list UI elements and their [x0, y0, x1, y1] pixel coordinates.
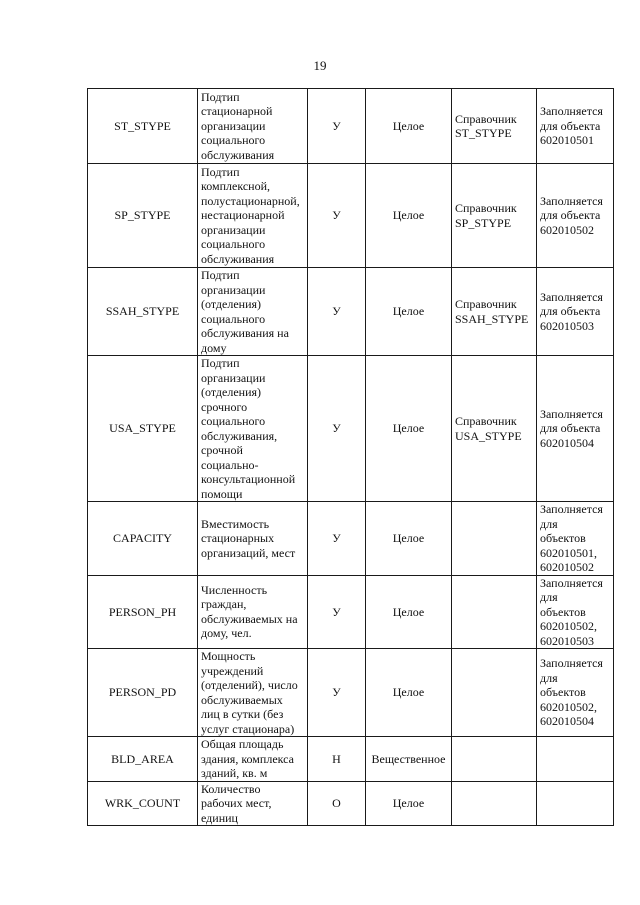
field-type: Вещественное: [366, 737, 452, 782]
field-type: Целое: [366, 781, 452, 826]
field-description: Численность граждан, обслуживаемых на дому, чел.: [198, 575, 308, 649]
field-code: PERSON_PD: [88, 649, 198, 737]
field-type: Целое: [366, 502, 452, 576]
field-note: Заполняется для объекта 602010503: [537, 268, 614, 356]
table-row: [88, 164, 614, 268]
field-type: Целое: [366, 164, 452, 268]
field-reference: Справочник SP_STYPE: [452, 164, 537, 268]
field-description: Количество рабочих мест, единиц: [198, 781, 308, 826]
field-reference: [452, 575, 537, 649]
field-requirement: У: [308, 356, 366, 502]
field-requirement: У: [308, 575, 366, 649]
field-requirement: У: [308, 89, 366, 164]
field-type: Целое: [366, 89, 452, 164]
field-code: ST_STYPE: [88, 89, 198, 164]
field-reference: [452, 737, 537, 782]
field-requirement: У: [308, 502, 366, 576]
field-requirement: У: [308, 164, 366, 268]
field-reference: [452, 502, 537, 576]
page-number: 19: [313, 58, 327, 73]
field-note: Заполняется для объекта 602010501: [537, 89, 614, 164]
field-description: Подтип стационарной организации социального обслуживания: [198, 89, 308, 164]
field-description: Подтип комплексной, полустационарной, нестационарной организации социального обслуживания: [198, 164, 308, 268]
field-note: Заполняется для объектов 602010501, 602010502: [537, 502, 614, 576]
field-description: Подтип организации (отделения) социального обслуживания на дому: [198, 268, 308, 356]
field-description: Подтип организации (отделения) срочного социального обслуживания, срочной социально- консультационной помощи: [198, 356, 308, 502]
field-note: Заполняется для объекта 602010504: [537, 356, 614, 502]
field-type: Целое: [366, 356, 452, 502]
table-row: [88, 575, 614, 649]
field-description: Общая площадь здания, комплекса зданий, кв. м: [198, 737, 308, 782]
table-row: [88, 649, 614, 737]
field-requirement: У: [308, 649, 366, 737]
field-note: Заполняется для объекта 602010502: [537, 164, 614, 268]
table-row: [88, 502, 614, 576]
field-type: Целое: [366, 649, 452, 737]
field-requirement: Н: [308, 737, 366, 782]
field-reference: [452, 649, 537, 737]
field-reference: Справочник SSAH_STYPE: [452, 268, 537, 356]
table-row: [88, 781, 614, 826]
table-row: [88, 89, 614, 164]
field-code: BLD_AREA: [88, 737, 198, 782]
field-description: Вместимость стационарных организаций, мест: [198, 502, 308, 576]
field-code: WRK_COUNT: [88, 781, 198, 826]
field-requirement: О: [308, 781, 366, 826]
field-description: Мощность учреждений (отделений), число обслуживаемых лиц в сутки (без услуг стационара): [198, 649, 308, 737]
field-note: Заполняется для объектов 602010502, 602010503: [537, 575, 614, 649]
table-row: [88, 356, 614, 502]
table-row: [88, 737, 614, 782]
field-note: [537, 781, 614, 826]
field-note: [537, 737, 614, 782]
field-reference: Справочник ST_STYPE: [452, 89, 537, 164]
attributes-table: [87, 88, 614, 826]
field-code: USA_STYPE: [88, 356, 198, 502]
field-requirement: У: [308, 268, 366, 356]
field-type: Целое: [366, 268, 452, 356]
field-type: Целое: [366, 575, 452, 649]
field-code: CAPACITY: [88, 502, 198, 576]
table-row: [88, 268, 614, 356]
field-reference: [452, 781, 537, 826]
field-code: SSAH_STYPE: [88, 268, 198, 356]
field-note: Заполняется для объектов 602010502, 602010504: [537, 649, 614, 737]
field-code: PERSON_PH: [88, 575, 198, 649]
field-code: SP_STYPE: [88, 164, 198, 268]
field-reference: Справочник USA_STYPE: [452, 356, 537, 502]
